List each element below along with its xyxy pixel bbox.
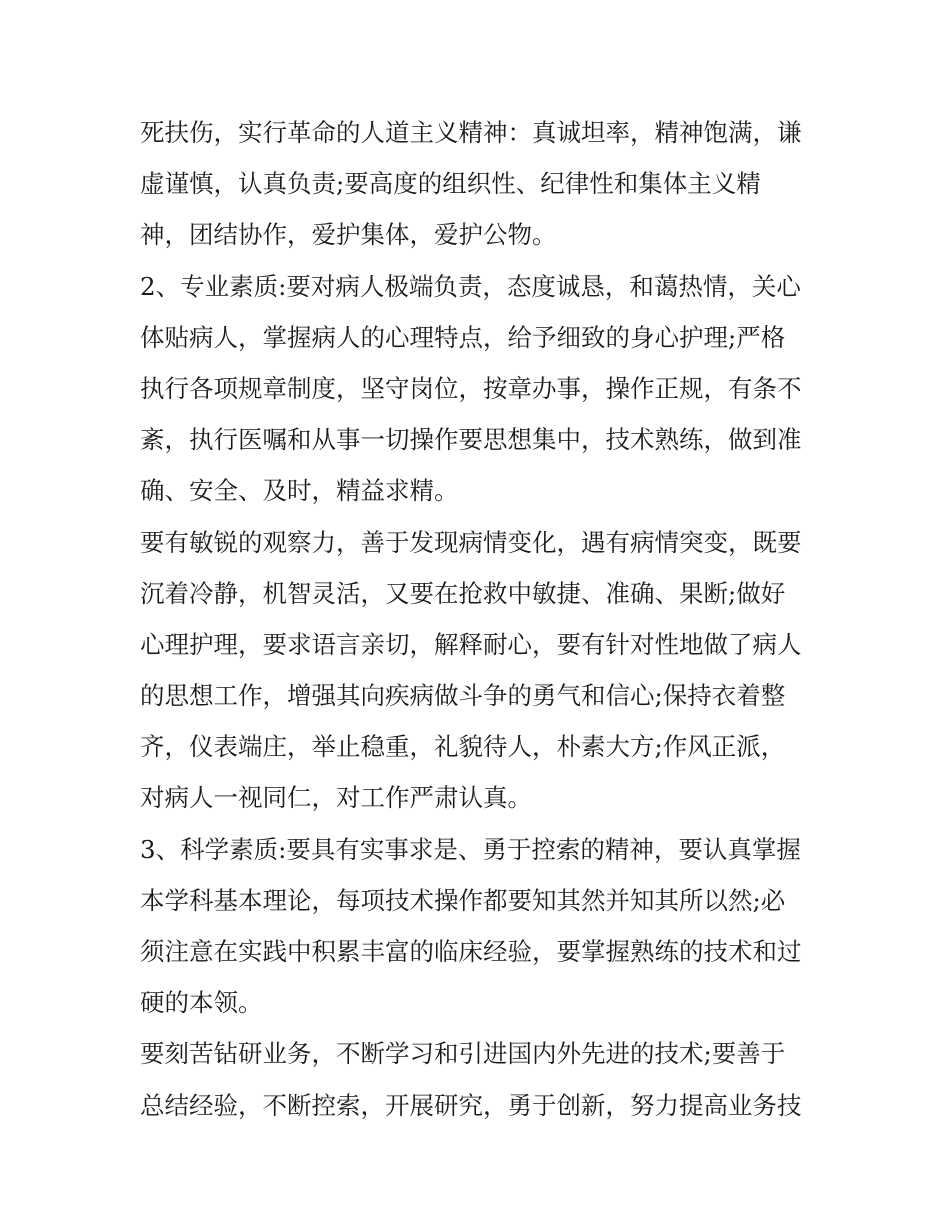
text-line: 总结经验，不断控索，开展研究，勇于创新，努力提高业务技: [140, 1090, 802, 1120]
document-body: [140, 107, 820, 1131]
text-line: 死扶伤，实行革命的人道主义精神：真诚坦率，精神饱满，谦: [140, 118, 802, 147]
text-line: 要有敏锐的观察力，善于发现病情变化，遇有病情突变，既要: [140, 527, 802, 557]
text-line: 紊，执行医嘱和从事一切操作要思想集中，技术熟练，做到准: [140, 425, 802, 455]
text-line: 执行各项规章制度，坚守岗位，按章办事，操作正规，有条不: [140, 373, 802, 403]
text-line: 的思想工作，增强其向疾病做斗争的勇气和信心;保持衣着整: [140, 681, 786, 711]
text-line: 虚谨慎，认真负责;要高度的组织性、纪律性和集体主义精: [140, 169, 761, 199]
text-line: 硬的本领。: [140, 988, 263, 1018]
text-line: 本学科基本理论，每项技术操作都要知其然并知其所以然;必: [140, 885, 786, 915]
text-line: 心理护理，要求语言亲切，解释耐心，要有针对性地做了病人: [140, 629, 802, 659]
text-line: 对病人一视同仁，对工作严肃认真。: [140, 783, 532, 813]
text-line: 要刻苦钻研业务，不断学习和引进国内外先进的技术;要善于: [140, 1039, 786, 1069]
text-line: 须注意在实践中积累丰富的临床经验，要掌握熟练的技术和过: [140, 937, 802, 966]
text-line: 体贴病人，掌握病人的心理特点，给予细致的身心护理;严格: [140, 322, 786, 352]
text-line: 3、科学素质:要具有实事求是、勇于控索的精神，要认真掌握: [140, 834, 801, 864]
text-line: 2、专业素质:要对病人极端负责，态度诚恳，和蔼热情，关心: [140, 271, 801, 301]
text-line: 确、安全、及时，精益求精。: [140, 476, 459, 506]
text-line: 神，团结协作，爱护集体，爱护公物。: [140, 220, 557, 250]
text-line: 沉着冷静，机智灵活，又要在抢救中敏捷、准确、果断;做好: [140, 578, 786, 608]
text-line: 齐，仪表端庄，举止稳重，礼貌待人，朴素大方;作风正派，: [140, 732, 786, 762]
